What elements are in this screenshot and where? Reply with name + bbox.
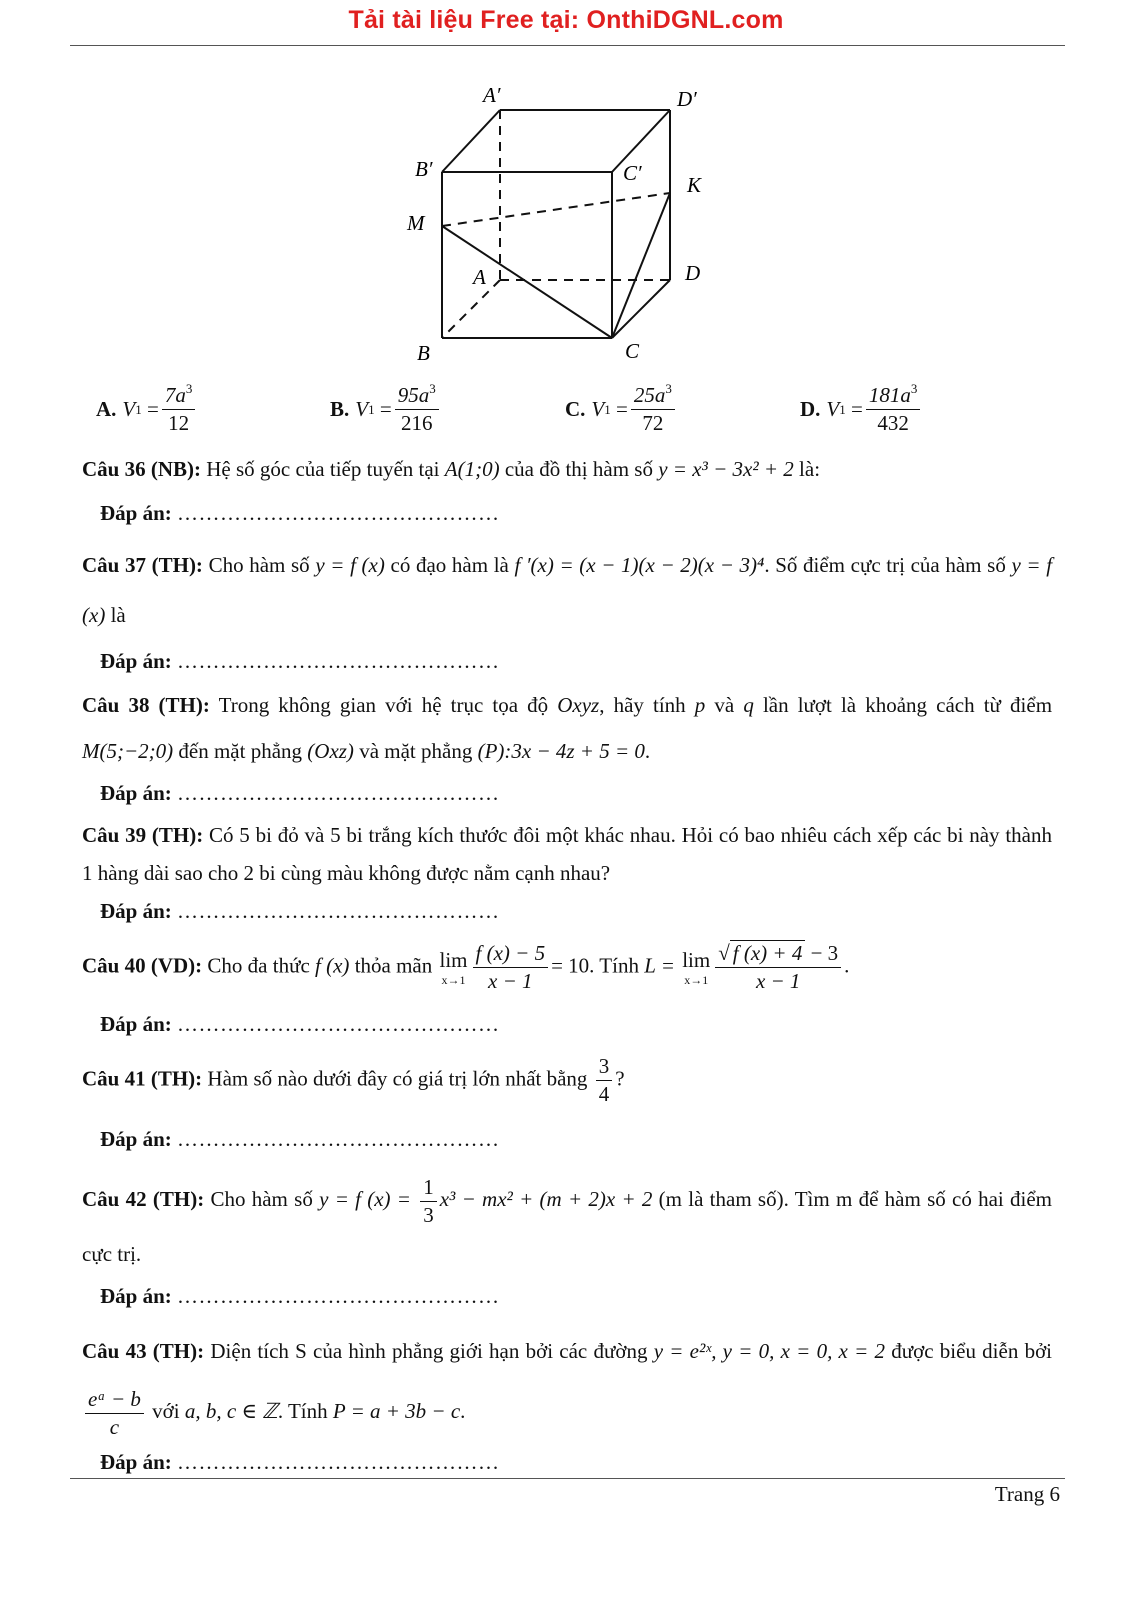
answer-42[interactable]: Đáp án: ………………………………………: [100, 1284, 500, 1309]
label-c-prime: C′: [623, 161, 642, 185]
question-list: [82, 380, 1052, 1477]
label-m: M: [407, 211, 425, 235]
answer-37[interactable]: Đáp án: ………………………………………: [100, 649, 500, 673]
answer-40[interactable]: Đáp án: ………………………………………: [100, 1012, 500, 1037]
answer-39[interactable]: Đáp án: ………………………………………: [100, 899, 500, 923]
option-d[interactable]: D. V 1 = $\frac{181a^3}{432}$: [800, 384, 923, 435]
cube-diagram: [405, 80, 725, 370]
answer-43[interactable]: Đáp án: ………………………………………: [100, 1450, 500, 1475]
question-40: Câu 40 (VD): Cho đa thức f (x) thỏa mãn lim x→1 $\frac{f (x) - 5}{x - 1}$ = 10. Tính L = lim x→1 $\frac{√ f (x) + 4 - 3}{x - 1}$ .: [82, 941, 850, 994]
answer-38[interactable]: Đáp án: ………………………………………: [100, 781, 500, 805]
question-36: Câu 36 (NB): Hệ số góc của tiếp tuyến tại A(1;0) của đồ thị hàm số y = x³ − 3x² + 2 là:: [82, 457, 821, 481]
label-b-prime: B′: [415, 157, 433, 181]
label-d-prime: D′: [677, 87, 697, 111]
option-b[interactable]: B. V 1 = $\frac{95a^3}{216}$: [330, 384, 442, 435]
option-a[interactable]: A. V 1 = $\frac{7a^3}{12}$: [96, 384, 198, 435]
label-a-prime: A′: [483, 83, 501, 107]
question-42: Câu 42 (TH): Cho hàm số y = f (x) = $\frac{1}{3}$ x³ − mx² + (m + 2)x + 2 (m là tham số). Tìm m để hàm số có hai điểm cực trị.: [82, 1174, 1052, 1267]
label-c: C: [625, 339, 640, 363]
question-38: Câu 38 (TH): Trong không gian với hệ trục tọa độ Oxyz, hãy tính p và q lần lượt là khoảng cách từ điểm M(5;−2;0) đến mặt phẳng (Oxz) và mặt phẳng (P):3x − 4z + 5 = 0.: [82, 693, 1053, 763]
label-d: D: [685, 261, 701, 285]
page-header-title[interactable]: Tải tài liệu Free tại: OnthiDGNL.com: [348, 6, 784, 34]
answer-36[interactable]: Đáp án: ………………………………………: [100, 501, 500, 525]
question-37: Câu 37 (TH): Cho hàm số y = f (x) có đạo hàm là f ′(x) = (x − 1)(x − 2)(x − 3)⁴. Số điểm cực trị của hàm số y = f (x) là: [82, 553, 1053, 627]
option-c[interactable]: C. V 1 = $\frac{25a^3}{72}$: [565, 384, 678, 435]
footer-divider: [70, 1478, 1065, 1479]
label-k: K: [687, 173, 702, 197]
header-divider: [70, 45, 1065, 46]
answer-41[interactable]: Đáp án: ………………………………………: [100, 1127, 500, 1152]
cube-figure: [405, 80, 725, 375]
answer-options: [82, 380, 1052, 448]
label-a: A: [473, 265, 486, 289]
question-43: Câu 43 (TH): Diện tích S của hình phẳng giới hạn bởi các đường y = e²ˣ, y = 0, x = 0, x = 2 được biểu diễn bởi $\frac{\text{eᵃ − b}}{c}$ với a, b, c ∈ ℤ. Tính P = a + 3b − c.: [82, 1339, 1053, 1439]
label-b: B: [417, 341, 430, 365]
question-39: Câu 39 (TH): Có 5 bi đỏ và 5 bi trắng kích thước đôi một khác nhau. Hỏi có bao nhiêu cách xếp các bi này thành 1 hàng dài sao cho 2 bi cùng màu không được nằm cạnh nhau?: [82, 823, 1052, 885]
question-41: Câu 41 (TH): Hàm số nào dưới đây có giá trị lớn nhất bằng $\frac{3}{4}$ ?: [82, 1054, 625, 1107]
cube-hidden-edges: [442, 110, 670, 338]
page-number: Trang 6: [994, 1482, 1060, 1506]
